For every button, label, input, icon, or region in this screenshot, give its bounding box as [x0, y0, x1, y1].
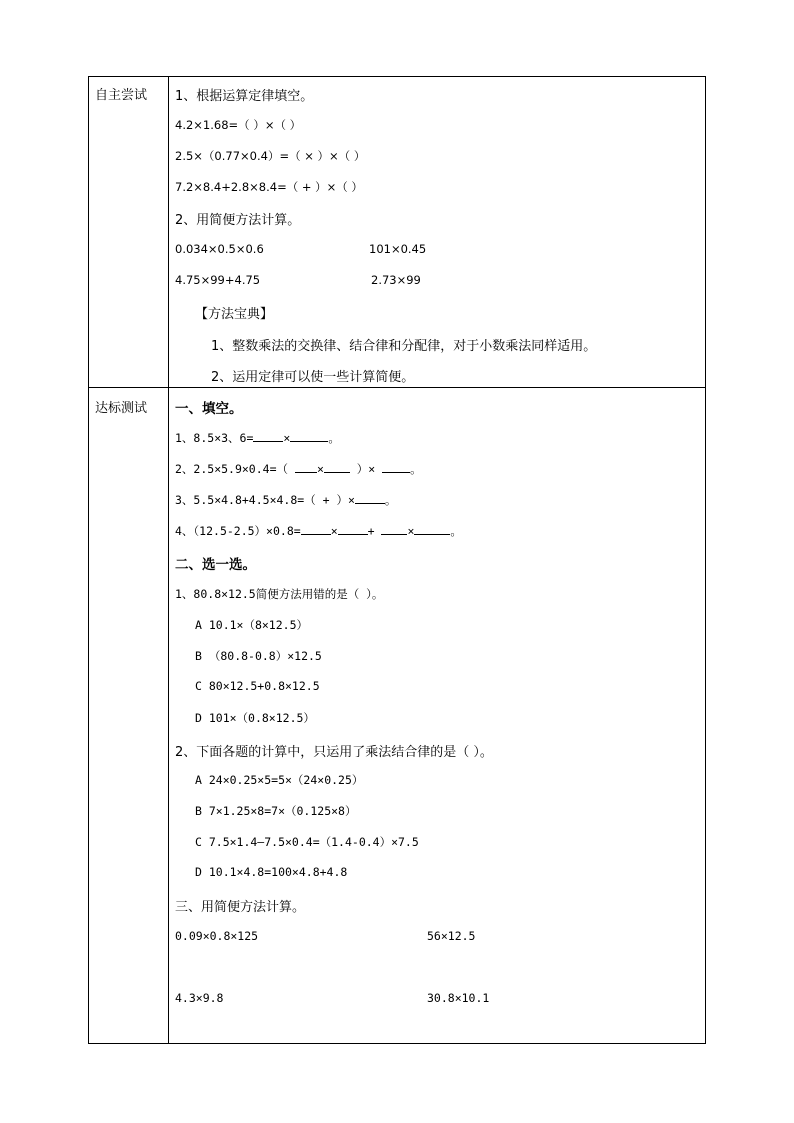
fill-question-2: 2、2.5×5.9×0.4=（ × ）× 。: [175, 462, 422, 476]
calc-expr-a: 0.09×0.8×125: [175, 929, 259, 943]
q2-expr-c: 4.75×99+4.75: [175, 273, 261, 287]
section-label-standard-test: 达标测试: [95, 401, 148, 416]
calc-expr-b: 56×12.5: [427, 929, 476, 943]
q1-line1: 4.2×1.68=（ ）×（ ）: [175, 118, 302, 132]
choice-question-1: 1、80.8×12.5简便方法用错的是（ ）。: [175, 587, 384, 601]
choice-question-2: 2、下面各题的计算中，只运用了乘法结合律的是（ ）。: [175, 745, 493, 760]
method-title: 【方法宝典】: [195, 307, 274, 322]
fill-blank[interactable]: [253, 430, 283, 442]
fill-blank[interactable]: [382, 461, 410, 473]
part2-title: 二、选一选。: [175, 557, 256, 573]
row-divider: [89, 387, 705, 388]
calc-expr-c: 4.3×9.8: [175, 991, 224, 1005]
q2-title: 2、用简便方法计算。: [175, 213, 301, 228]
choice-1-option-c: C 80×12.5+0.8×12.5: [195, 679, 320, 693]
fill-blank[interactable]: [290, 430, 328, 442]
fill-blank[interactable]: [381, 523, 407, 535]
fill-blank[interactable]: [338, 523, 368, 535]
part3-title: 三、用简便方法计算。: [175, 900, 306, 915]
q2-expr-b: 101×0.45: [369, 242, 427, 256]
column-divider: [168, 77, 169, 1043]
q2-expr-a: 0.034×0.5×0.6: [175, 242, 264, 256]
fill-blank[interactable]: [324, 461, 350, 473]
choice-2-option-a: A 24×0.25×5=5×（24×0.25）: [195, 773, 364, 787]
fill-blank[interactable]: [355, 492, 385, 504]
fill-blank[interactable]: [301, 523, 331, 535]
q1-line3: 7.2×8.4+2.8×8.4=（ + ）×（ ）: [175, 180, 363, 194]
choice-1-option-b: B （80.8-0.8）×12.5: [195, 649, 322, 663]
q1-title: 1、根据运算定律填空。: [175, 89, 314, 104]
fill-question-3: 3、5.5×4.8+4.5×4.8=（ + ）× 。: [175, 493, 397, 507]
choice-2-option-d: D 10.1×4.8=100×4.8+4.8: [195, 865, 348, 879]
fill-blank[interactable]: [295, 461, 317, 473]
fill-blank[interactable]: [414, 523, 450, 535]
fill-question-4: 4、（12.5-2.5）×0.8= × + × 。: [175, 524, 462, 538]
calc-expr-d: 30.8×10.1: [427, 991, 490, 1005]
q1-line2: 2.5×（0.77×0.4）=（ × ）×（ ）: [175, 149, 366, 163]
method-tip-1: 1、整数乘法的交换律、结合律和分配律，对于小数乘法同样适用。: [211, 339, 597, 354]
choice-2-option-b: B 7×1.25×8=7×（0.125×8）: [195, 804, 357, 818]
part1-title: 一、填空。: [175, 401, 243, 417]
fill-question-1: 1、8.5×3、6= × 。: [175, 431, 340, 445]
q2-expr-d: 2.73×99: [371, 273, 421, 287]
worksheet-table: [88, 76, 706, 1044]
choice-1-option-a: A 10.1×（8×12.5）: [195, 618, 309, 632]
section-label-self-try: 自主尝试: [95, 88, 148, 103]
choice-1-option-d: D 101×（0.8×12.5）: [195, 711, 315, 725]
method-tip-2: 2、运用定律可以使一些计算简便。: [211, 370, 415, 385]
choice-2-option-c: C 7.5×1.4—7.5×0.4=（1.4-0.4）×7.5: [195, 835, 419, 849]
